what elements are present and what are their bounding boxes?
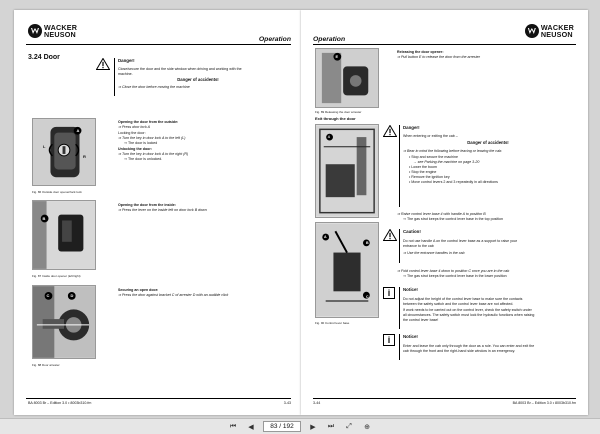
cab-exit-photo — [315, 124, 379, 218]
wacker-logo-icon — [28, 24, 42, 38]
viewer-toolbar — [0, 418, 600, 434]
label-l: L — [43, 144, 46, 149]
door-lock-illustration — [33, 119, 95, 185]
caption-fig-89: Fig. 89 Releasing the door arrester — [315, 110, 362, 114]
notice-2-line-2: cab through the front and the right-hand side window in an emergency. — [403, 349, 516, 353]
label-c: C — [46, 292, 50, 298]
exit-heading: Exit through the door — [315, 116, 356, 121]
wacker-logo-icon — [525, 24, 539, 38]
release-arrester-photo — [315, 48, 379, 108]
danger-line-1: ⇒ Bear in mind the following before leaving or leaving the cab: — [403, 149, 503, 153]
notice-2-line-1: Enter and leave the cab only through the door as a rule. You can enter and exit the — [403, 344, 535, 348]
notice-1-line-5: the control lever base! — [403, 318, 439, 322]
notice-2-heading: Notice! — [403, 334, 418, 339]
danger-rule — [399, 125, 400, 207]
footer-rule — [313, 398, 576, 399]
notice-info-icon: i — [383, 287, 395, 299]
header-title: Operation — [313, 36, 346, 43]
page-indicator — [263, 421, 301, 432]
label-r: R — [83, 154, 86, 159]
label-a: A — [324, 235, 327, 239]
footer-rule — [26, 398, 291, 399]
notice-1-heading: Notice! — [403, 287, 418, 292]
danger-text: When entering or exiting the cab – — [403, 134, 458, 138]
first-page-icon[interactable]: ⏮ — [229, 422, 237, 430]
unlocking-result: ⇒ The door is unlocked. — [124, 157, 163, 161]
release-arrester-illustration — [316, 49, 378, 107]
label-c: C — [366, 295, 369, 299]
wacker-neuson-logo — [28, 24, 77, 38]
header-rule — [26, 44, 291, 45]
caution-rule — [399, 229, 400, 263]
caution-step: ⇒ Use the entrance handles in the cab — [403, 251, 465, 255]
brand-line-1: WACKER — [540, 23, 574, 32]
raise-step: ⇒ Raise control lever base 4 with handle A to position B — [397, 212, 486, 216]
raise-result: ⇒ The gas strut keeps the control lever base in the top position — [403, 217, 504, 221]
footer-right-text: BA 8003 Br – Edition 3.0 • 8003b310.fm — [512, 401, 576, 405]
danger-sub: Danger of accidents! — [177, 77, 219, 82]
bullet-1: • Stop and secure the machine — [409, 155, 459, 159]
unlocking-step: ⇒ Turn the key in door lock A to the right (R) — [118, 152, 189, 156]
footer-page-number: 3-43 — [283, 401, 291, 405]
label-d: D — [70, 292, 74, 298]
door-arrester-illustration — [33, 286, 95, 358]
locking-heading: Locking the door: — [118, 131, 146, 135]
last-page-icon[interactable]: ⏭ — [327, 422, 335, 430]
inside-opener-illustration — [33, 201, 95, 269]
danger-text-1: Close/secure the door and the side window when driving and working with the — [118, 67, 242, 71]
brand-line-2: NEUSON — [540, 30, 573, 39]
document-page-left — [14, 10, 301, 415]
brand-line-1: WACKER — [44, 23, 78, 32]
cab-exit-illustration — [316, 125, 378, 217]
notice-1-line-3: If work needs to be carried out on the control lever, check the safety switch under — [403, 308, 532, 312]
danger-heading: Danger! — [403, 125, 420, 130]
danger-rule — [114, 58, 115, 96]
caution-triangle-icon — [383, 229, 397, 241]
bullet-2: → see Parking the machine on page 3-20 — [413, 160, 480, 164]
header-rule — [313, 44, 576, 45]
brand-line-2: NEUSON — [44, 30, 76, 39]
notice-1-line-1: Do not adjust the height of the control lever base to make sure the contacts — [403, 297, 523, 301]
label-a: A — [76, 127, 80, 133]
caption-fig-86: Fig. 86 Outside door opener/lock lock — [32, 190, 82, 194]
locking-result: ⇒ The door is locked — [124, 141, 158, 145]
page-number-input[interactable]: 83 / 192 — [263, 421, 301, 432]
next-page-icon[interactable]: ▶ — [310, 423, 316, 431]
notice-1-line-4: all circumstances. The safety switch must lock the hydraulic functions when raising — [403, 313, 535, 317]
notice-1-line-2: between the safety switch and the control lever base are not affected. — [403, 302, 514, 306]
open-outside-heading: Opening the door from the outside: — [118, 120, 179, 124]
zoom-icon[interactable]: ⊕ — [364, 423, 370, 431]
wacker-neuson-logo — [525, 24, 574, 38]
label-4: 4 — [327, 135, 330, 139]
fold-step: ⇒ Fold control lever base 4 down to position C once you are in the cab — [397, 269, 510, 273]
door-arrester-photo — [32, 285, 96, 359]
document-page-right — [301, 10, 588, 415]
label-b: B — [366, 241, 369, 245]
locking-step: ⇒ Turn the key in door lock A to the left (L) — [118, 136, 186, 140]
danger-sub: Danger of accidents! — [467, 140, 509, 145]
header-title: Operation — [258, 36, 291, 43]
release-heading: Releasing the door opener: — [397, 50, 444, 54]
danger-text-2: machine. — [118, 71, 133, 76]
unlocking-heading: Unlocking the door: — [118, 147, 152, 151]
warning-triangle-icon — [383, 125, 397, 137]
inside-opener-photo — [32, 200, 96, 270]
notice-2-rule — [399, 334, 400, 360]
warning-triangle-icon — [96, 58, 110, 70]
release-step: ⇒ Pull button E to release the door from the arrester — [397, 55, 480, 59]
door-lock-photo — [32, 118, 96, 186]
bullet-4: • Stop the engine — [409, 170, 437, 174]
caption-fig-90: Fig. 90 Control lever base — [315, 321, 350, 325]
notice-1-rule — [399, 287, 400, 329]
label-e: E — [335, 53, 339, 59]
bullet-6: • Move control levers 2 and 3 repeatedly in all directions — [409, 180, 498, 184]
caution-text-1: Do not use handle A on the control lever base as a support to raise your — [403, 239, 518, 243]
securing-step: ⇒ Press the door against bracket C of arrester D with an audible click — [118, 293, 229, 297]
open-inside-step: ⇒ Press the lever on the inside left on door lock B down — [118, 208, 207, 212]
open-inside-heading: Opening the door from the inside: — [118, 203, 176, 207]
danger-heading: Danger! — [118, 58, 135, 63]
notice-info-icon: i — [383, 334, 395, 346]
bullet-3: • Lower the boom — [409, 165, 438, 169]
bullet-5: • Remove the ignition key — [409, 175, 450, 179]
danger-instruction: ⇒ Close the door before moving the machine — [118, 85, 190, 89]
section-title: 3.24 Door — [28, 54, 60, 61]
caption-fig-88: Fig. 88 Door arrester — [32, 363, 60, 367]
control-lever-photo — [315, 222, 379, 318]
caution-text-2: entrance to the cab — [403, 244, 434, 248]
open-outside-step: ⇒ Press door lock A — [118, 125, 151, 129]
fit-page-icon[interactable]: ⤢ — [346, 422, 352, 430]
securing-heading: Securing an open door: — [118, 288, 159, 292]
caution-heading: Caution! — [403, 229, 421, 234]
prev-page-icon[interactable]: ◀ — [248, 423, 254, 431]
fold-result: ⇒ The gas strut keeps the control lever base in the lower position — [403, 274, 507, 278]
caption-fig-87: Fig. 87 Inside door opener (left/right) — [32, 274, 81, 278]
footer-left-text: BA 8003 Br – Edition 3.0 • 8003b310.fm — [28, 401, 92, 405]
footer-page-number: 3-44 — [313, 401, 321, 405]
label-b: B — [42, 215, 46, 221]
